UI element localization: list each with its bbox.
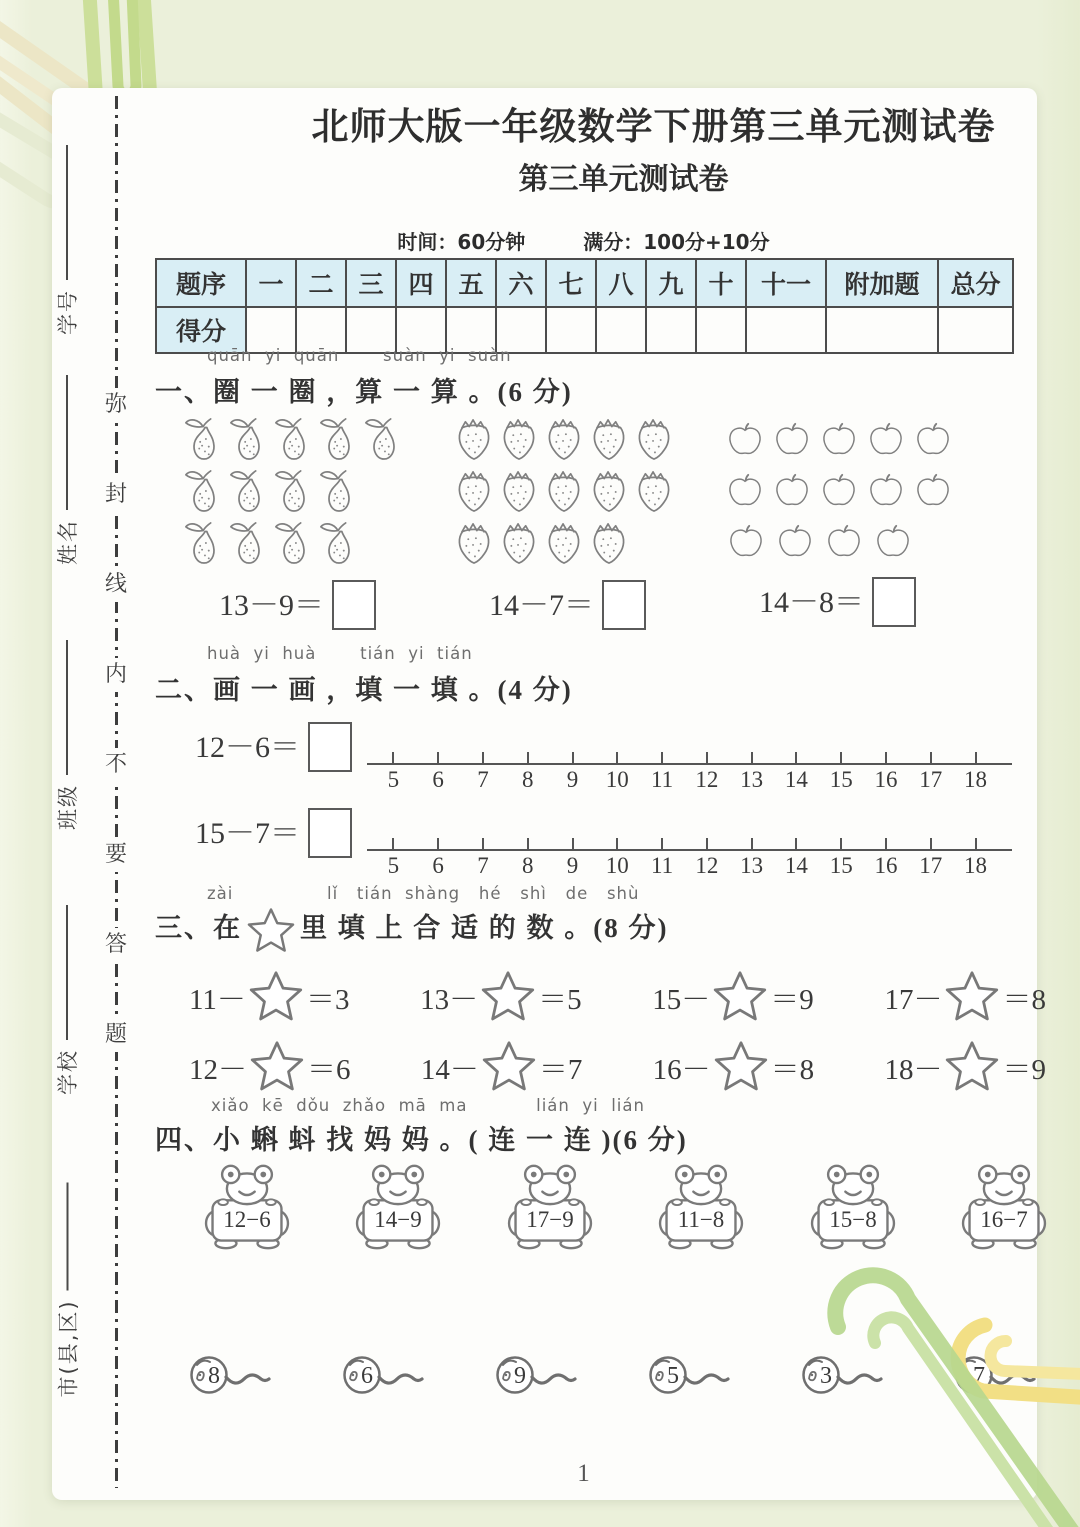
fruit-row xyxy=(723,416,955,461)
seal-char: 答 xyxy=(105,928,127,962)
sidebar-field-city[interactable] xyxy=(53,1183,83,1398)
section1-heading: 一、圈 一 圈 ，算 一 算 。(6 分) xyxy=(155,377,573,407)
numberline-tick: 6 xyxy=(416,750,461,793)
score-row-label: 得分 xyxy=(156,307,246,353)
frog[interactable] xyxy=(197,1162,297,1252)
score-header-cell: 四 xyxy=(396,259,446,307)
seal-char: 要 xyxy=(105,838,127,872)
strawberry-icon xyxy=(453,416,495,462)
fruit-row xyxy=(183,520,415,566)
equation-pre: 18－ xyxy=(884,1053,943,1086)
fruit-group-apples xyxy=(723,416,955,633)
equation-text: 14－8＝ xyxy=(759,586,864,619)
fruit-row xyxy=(453,520,685,566)
frog-equation: 16−7 xyxy=(980,1207,1028,1233)
apple-icon xyxy=(723,470,767,512)
sidebar-field-class[interactable] xyxy=(52,640,82,830)
equation-post: ＝9 xyxy=(1002,1053,1046,1086)
tadpole-number: 3 xyxy=(820,1363,832,1389)
apple-grid[interactable] xyxy=(723,416,955,563)
time-label: 时间：60分钟 xyxy=(397,230,526,254)
seal-char: 不 xyxy=(105,748,127,782)
fruit-row xyxy=(723,467,955,512)
equation-post: ＝5 xyxy=(538,983,582,1016)
apple-icon xyxy=(870,521,916,563)
section4-pinyin: xiǎo kē dǒu zhǎo mā ma lián yi lián xyxy=(211,1096,645,1115)
numberline-row xyxy=(155,722,1012,793)
numberline-tick: 12 xyxy=(684,750,729,793)
numberline-tick: 11 xyxy=(640,836,685,879)
star-input[interactable] xyxy=(249,1040,305,1094)
apple-icon xyxy=(817,419,861,461)
heading-post: 里 填 上 合 适 的 数 。(8 分) xyxy=(300,913,669,943)
numberline-ticks xyxy=(371,750,998,793)
numberline-tick: 7 xyxy=(461,836,506,879)
numberline-tick: 5 xyxy=(371,750,416,793)
equation xyxy=(195,722,367,775)
score-table-header-row xyxy=(156,259,1013,307)
write-line[interactable] xyxy=(66,640,68,775)
field-label: 学号 xyxy=(56,289,80,335)
strawberry-icon xyxy=(588,416,630,462)
equation-post: ＝8 xyxy=(770,1053,815,1086)
sidebar-field-student-number[interactable] xyxy=(52,145,82,335)
fruit-row xyxy=(453,416,685,462)
pear-icon xyxy=(228,520,270,566)
score-header-cell: 一 xyxy=(246,259,296,307)
numberline-tick: 9 xyxy=(550,836,595,879)
numberline-tick: 8 xyxy=(505,836,550,879)
star-equation xyxy=(653,1040,815,1094)
numberline-tick: 10 xyxy=(595,836,640,879)
fruit-row xyxy=(723,518,955,563)
equation-pre: 14－ xyxy=(420,1053,479,1086)
write-line[interactable] xyxy=(66,905,68,1040)
star-input[interactable] xyxy=(480,970,536,1024)
numberline-tick: 13 xyxy=(729,836,774,879)
strawberry-icon xyxy=(453,468,495,514)
pear-icon xyxy=(183,520,225,566)
field-label: 市(县,区) xyxy=(56,1299,81,1398)
star-equation xyxy=(189,1040,351,1094)
score-header-cell: 题序 xyxy=(156,259,246,307)
strawberry-icon xyxy=(498,468,540,514)
star-input[interactable] xyxy=(713,1040,769,1094)
page-title: 北师大版一年级数学下册第三单元测试卷 xyxy=(311,105,996,148)
numberline[interactable] xyxy=(367,750,1012,793)
fruit-row xyxy=(183,468,415,514)
fruit-group-pears xyxy=(183,416,415,633)
frog[interactable] xyxy=(954,1162,1054,1252)
apple-icon xyxy=(864,419,908,461)
tadpole-icon xyxy=(651,1358,729,1393)
score-header-cell: 二 xyxy=(296,259,346,307)
numberline-tick: 11 xyxy=(640,750,685,793)
numberline-tick: 7 xyxy=(461,750,506,793)
numberline-tick: 15 xyxy=(819,836,864,879)
section1-pinyin: quān yi quān suàn yi suàn xyxy=(207,346,512,365)
equation-pre: 11－ xyxy=(189,983,246,1016)
pear-grid[interactable] xyxy=(183,416,415,566)
answer-box[interactable] xyxy=(602,580,646,630)
equation-post: ＝9 xyxy=(770,983,814,1016)
equation-post: ＝3 xyxy=(305,983,350,1016)
seal-char: 线 xyxy=(105,568,127,602)
heading-pre: 三、在 xyxy=(155,913,242,943)
equation-text: 15－7＝ xyxy=(195,817,300,850)
fruit-group-strawberries xyxy=(453,416,685,633)
numberline-tick: 6 xyxy=(416,836,461,879)
strawberry-icon xyxy=(498,416,540,462)
apple-icon xyxy=(770,419,814,461)
equation-text: 14－7＝ xyxy=(489,589,594,622)
field-label: 姓名 xyxy=(56,519,80,565)
strawberry-icon xyxy=(633,468,675,514)
field-label: 班级 xyxy=(56,784,80,830)
strawberry-icon xyxy=(453,520,495,566)
numberline-tick: 16 xyxy=(864,836,909,879)
score-header-cell: 八 xyxy=(596,259,646,307)
equation xyxy=(219,580,415,633)
strawberry-icon xyxy=(543,468,585,514)
strawberry-icon xyxy=(498,520,540,566)
tadpole-number: 6 xyxy=(361,1363,373,1389)
pear-icon xyxy=(318,416,360,462)
tadpole-icon xyxy=(345,1358,423,1393)
strawberry-icon xyxy=(633,416,675,462)
tadpole-number: 7 xyxy=(973,1363,985,1389)
tadpole[interactable] xyxy=(491,1348,583,1400)
pear-icon xyxy=(273,416,315,462)
page-subtitle: 第三单元测试卷 xyxy=(518,162,729,197)
numberline-tick: 18 xyxy=(953,750,998,793)
tadpole-icon xyxy=(957,1358,1035,1393)
strawberry-icon xyxy=(543,520,585,566)
numberline-tick: 9 xyxy=(550,750,595,793)
write-line[interactable] xyxy=(67,1183,69,1291)
numberline-tick: 5 xyxy=(371,836,416,879)
seal-char: 封 xyxy=(105,478,127,512)
tadpole[interactable] xyxy=(797,1348,889,1400)
seal-char: 弥 xyxy=(105,388,127,422)
test-paper xyxy=(52,88,1046,1500)
equation-pre: 12－ xyxy=(189,1053,248,1086)
numberline-tick: 10 xyxy=(595,750,640,793)
numberline-tick: 18 xyxy=(953,836,998,879)
strawberry-icon xyxy=(588,468,630,514)
tadpole-icon xyxy=(192,1358,270,1393)
strawberry-grid[interactable] xyxy=(453,416,685,566)
tadpole[interactable] xyxy=(338,1348,430,1400)
apple-icon xyxy=(772,521,818,563)
star-equation-row xyxy=(155,1040,1076,1094)
star-equation xyxy=(420,970,582,1024)
equation-pre: 13－ xyxy=(420,983,479,1016)
full-score-label: 满分：100分+10分 xyxy=(583,230,770,254)
section2-heading: 二、画 一 画 ，填 一 填 。(4 分) xyxy=(155,675,573,705)
numberline-tick: 17 xyxy=(908,836,953,879)
score-header-cell: 总分 xyxy=(938,259,1013,307)
seal-char: 内 xyxy=(105,658,127,692)
equation-pre: 15－ xyxy=(652,983,711,1016)
star-input[interactable] xyxy=(944,1040,1000,1094)
sidebar-field-name[interactable] xyxy=(52,375,82,565)
pear-icon xyxy=(273,520,315,566)
apple-icon xyxy=(864,470,908,512)
frog-row xyxy=(155,1162,1080,1252)
numberline-tick: 8 xyxy=(505,750,550,793)
equation-post: ＝8 xyxy=(1002,983,1046,1016)
seal-line xyxy=(103,96,129,1488)
apple-icon xyxy=(911,470,955,512)
frog-equation: 15−8 xyxy=(828,1207,877,1233)
star-equation xyxy=(884,1040,1046,1094)
star-equation xyxy=(884,970,1046,1024)
tadpole[interactable] xyxy=(185,1348,277,1400)
numberline-row xyxy=(155,808,1012,879)
equation-pre: 17－ xyxy=(884,983,943,1016)
pear-icon xyxy=(228,416,270,462)
page-number: 1 xyxy=(577,1460,590,1487)
numberline-tick: 16 xyxy=(864,750,909,793)
tadpole-number: 8 xyxy=(208,1363,220,1389)
answer-box[interactable] xyxy=(308,722,352,772)
frog[interactable] xyxy=(348,1162,448,1252)
equation-post: ＝7 xyxy=(538,1053,583,1086)
pear-icon xyxy=(183,416,225,462)
equation xyxy=(195,808,367,861)
score-header-cell: 七 xyxy=(546,259,596,307)
pear-icon xyxy=(318,468,360,514)
star-input[interactable] xyxy=(944,970,1000,1024)
star-equation xyxy=(652,970,814,1024)
tadpole[interactable] xyxy=(950,1348,1042,1400)
seal-char: 题 xyxy=(105,1018,127,1052)
numberline-tick: 13 xyxy=(729,750,774,793)
fruit-row xyxy=(183,416,415,462)
section3-pinyin: zài lǐ tián shàng hé shì de shù xyxy=(207,884,640,903)
tadpole-icon xyxy=(498,1358,576,1393)
frog[interactable] xyxy=(651,1162,751,1252)
star-input[interactable] xyxy=(481,1040,537,1094)
equation-post: ＝6 xyxy=(307,1053,351,1086)
section1-fruit-groups xyxy=(155,416,1040,633)
exam-info xyxy=(155,226,1012,255)
frog-equation: 12−6 xyxy=(223,1207,271,1233)
star-equation xyxy=(189,970,349,1024)
numberline-tick: 12 xyxy=(684,836,729,879)
frog-equation: 14−9 xyxy=(374,1207,423,1233)
answer-box[interactable] xyxy=(308,808,352,858)
pear-icon xyxy=(228,468,270,514)
strawberry-icon xyxy=(543,416,585,462)
answer-box[interactable] xyxy=(872,577,916,627)
apple-icon xyxy=(821,521,867,563)
fruit-row xyxy=(453,468,685,514)
star-equation xyxy=(421,1040,583,1094)
score-header-cell: 九 xyxy=(646,259,696,307)
pear-icon xyxy=(363,416,405,462)
score-header-cell: 六 xyxy=(496,259,546,307)
tadpole[interactable] xyxy=(644,1348,736,1400)
tadpole-number: 5 xyxy=(667,1363,679,1389)
write-line[interactable] xyxy=(66,145,68,280)
pear-icon xyxy=(273,468,315,514)
equation xyxy=(489,580,685,633)
section3-heading xyxy=(155,906,1012,955)
score-header-cell: 十一 xyxy=(746,259,826,307)
numberline-tick: 14 xyxy=(774,836,819,879)
apple-icon xyxy=(723,419,767,461)
numberline-tick: 14 xyxy=(774,750,819,793)
frog-equation: 11−8 xyxy=(677,1207,725,1233)
equation-pre: 16－ xyxy=(652,1053,711,1086)
score-header-cell: 附加题 xyxy=(826,259,938,307)
tadpole-icon xyxy=(804,1358,882,1393)
score-header-cell: 五 xyxy=(446,259,496,307)
apple-icon xyxy=(723,521,769,563)
pear-icon xyxy=(318,520,360,566)
star-equation-row xyxy=(155,970,1076,1024)
star-input[interactable] xyxy=(248,970,304,1024)
equation xyxy=(759,577,955,630)
apple-icon xyxy=(911,419,955,461)
score-table xyxy=(155,258,1014,354)
answer-box[interactable] xyxy=(332,580,376,630)
numberline-ticks xyxy=(371,836,998,879)
numberline-tick: 17 xyxy=(908,750,953,793)
numberline[interactable] xyxy=(367,836,1012,879)
tadpole-number: 9 xyxy=(514,1363,526,1389)
frog-equation: 17−9 xyxy=(526,1207,574,1233)
tadpole-row xyxy=(155,1348,1064,1400)
strawberry-icon xyxy=(588,520,630,566)
pear-icon xyxy=(183,468,225,514)
frog[interactable] xyxy=(500,1162,600,1252)
frog[interactable] xyxy=(803,1162,903,1252)
sidebar-field-school[interactable] xyxy=(52,905,82,1095)
apple-icon xyxy=(817,470,861,512)
equation-text: 12－6＝ xyxy=(195,731,300,764)
apple-icon xyxy=(770,470,814,512)
score-header-cell: 十 xyxy=(696,259,746,307)
section4-heading: 四、小 蝌 蚪 找 妈 妈 。( 连 一 连 )(6 分) xyxy=(155,1125,688,1155)
write-line[interactable] xyxy=(66,375,68,510)
field-label: 学校 xyxy=(56,1049,80,1095)
star-icon xyxy=(246,907,296,955)
equation-text: 13－9＝ xyxy=(219,589,324,622)
numberline-tick: 15 xyxy=(819,750,864,793)
score-header-cell: 三 xyxy=(346,259,396,307)
star-input[interactable] xyxy=(712,970,768,1024)
section2-pinyin: huà yi huà tián yi tián xyxy=(207,644,473,663)
